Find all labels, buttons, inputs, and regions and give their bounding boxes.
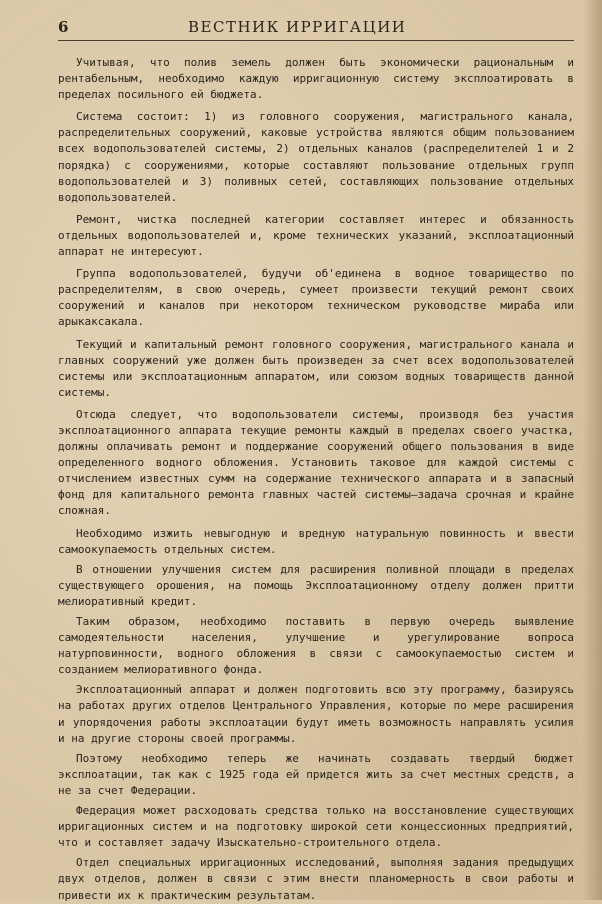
paragraph: Отсюда следует, что водопользователи системы, производя без участия эксплоатационного аппарата текущие ремонты каждый в пределах своего участка, должны оплачивать ремонт и поддержание сооружений общего пользования в виде определенного водного обложения. Установить таковое для каждой системы с отчислением известных сумм на содержание технического аппарата и в запасный фонд для капитального ремонта главных частей системы—задача срочная и крайне сложная. (58, 407, 574, 518)
paragraph: Поэтому необходимо теперь же начинать создавать твердый бюджет эксплоатации, так как с 1925 года ей придется жить за счет местных средств, а не за счет Федерации. (58, 751, 574, 797)
journal-title: ВЕСТНИК ИРРИГАЦИИ (188, 18, 407, 36)
page-edge-shadow (582, 0, 602, 900)
paragraph: Система состоит: 1) из головного сооружения, магистрального канала, распределительных сооружений, каковые устройства являются общим пользованием всех водопользователей системы, 2) отдельных каналов (распределителей 1 и 2 порядка) с сооружениями, которые составляют пользование отдельных групп водопользователей и 3) поливных сетей, составляющих пользование отдельных водопользователей. (58, 110, 574, 204)
page-number: 6 (58, 18, 69, 36)
paragraph: Учитывая, что полив земель должен быть экономически рациональным и рентабельным, необходимо каждую ирригационную систему эксплоатировать в пределах посильного ей бюджета. (58, 56, 574, 102)
paragraph: В отношении улучшения систем для расширения поливной площади в пределах существующего орошения, на помощь Эксплоатационному отделу должен притти мелиоративный кредит. (58, 562, 574, 608)
paragraph: Федерация может расходовать средства только на восстановление существующих ирригационных систем и на подготовку широкой сети концессионных предприятий, что и составляет задачу Изыскательно-строительного отдела. (58, 804, 574, 850)
paragraph: Отдел специальных ирригационных исследований, выполняя задания предыдущих двух отделов, должен в связи с этим внести планомерность в свои работы и привести их к практическим результатам. (58, 856, 574, 902)
paragraph: Необходимо изжить невыгодную и вредную натуральную повинность и ввести самоокупаемость отдельных систем. (58, 526, 574, 556)
paragraph: Текущий и капитальный ремонт головного сооружения, магистрального канала и главных сооружений уже должен быть произведен за счет всех водопользователей системы или эксплоатационным аппаратом, или союзом водных товариществ данной системы. (58, 337, 574, 399)
paragraph: Группа водопользователей, будучи об'единена в водное товарищество по распределителям, в свою очередь, сумеет произвести текущий ремонт своих сооружений и каналов при некотором техническом руководстве мираба или арыкаксакала. (58, 267, 574, 329)
paragraph: Таким образом, необходимо поставить в первую очередь выявление самодеятельности населения, улучшение и урегулирование вопроса натурповинности, водного обложения в связи с самоокупаемостью систем и созданием мелиоративного фонда. (58, 615, 574, 677)
page-header (58, 18, 574, 41)
article-body (58, 55, 574, 904)
paragraph: Эксплоатационный аппарат и должен подготовить всю эту программу, базируясь на работах других отделов Центрального Управления, которые по мере расширения и упорядочения работы эксплоатации будут иметь возможность направлять усилия и на другие стороны своей программы. (58, 683, 574, 745)
paragraph: Ремонт, чистка последней категории составляет интерес и обязанность отдельных водопользователей и, кроме технических указаний, эксплоатационный аппарат не интересуют. (58, 212, 574, 259)
